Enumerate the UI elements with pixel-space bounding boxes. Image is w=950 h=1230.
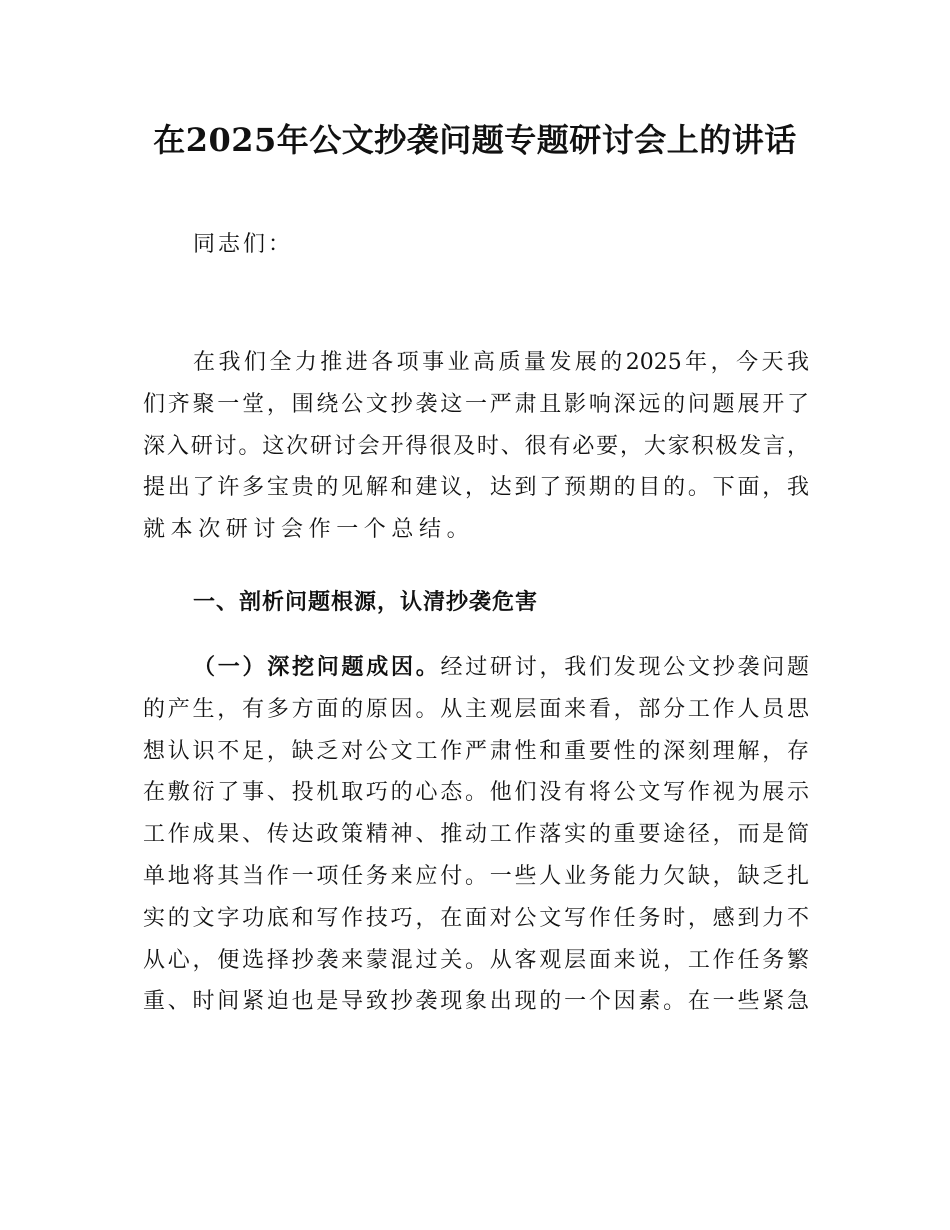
section-heading: 一、剖析问题根源，认清抄袭危害 bbox=[193, 590, 539, 615]
paragraph-line: 就本次研讨会作一个总结。 bbox=[143, 517, 475, 543]
paragraph-line: 的产生，有多方面的原因。从主观层面来看，部分工作人员思 bbox=[143, 696, 809, 722]
paragraph-line: 工作成果、传达政策精神、推动工作落实的重要途径，而是简 bbox=[143, 822, 809, 848]
paragraph-line: 重、时间紧迫也是导致抄袭现象出现的一个因素。在一些紧急 bbox=[143, 989, 809, 1015]
subsection-lead: （一）深挖问题成因。 bbox=[193, 655, 441, 680]
paragraph-line: 深入研讨。这次研讨会开得很及时、很有必要，大家积极发言， bbox=[143, 433, 809, 459]
paragraph-text: 经过研讨，我们发现公文抄袭问题 bbox=[440, 655, 809, 680]
paragraph-line bbox=[143, 647, 809, 689]
paragraph-line: 提出了许多宝贵的见解和建议，达到了预期的目的。下面，我 bbox=[143, 475, 809, 501]
paragraph-line: 实的文字功底和写作技巧，在面对公文写作任务时，感到力不 bbox=[143, 905, 809, 931]
paragraph-line: 在敷衍了事、投机取巧的心态。他们没有将公文写作视为展示 bbox=[143, 780, 809, 806]
paragraph-line: 在我们全力推进各项事业高质量发展的2025年，今天我 bbox=[193, 350, 809, 375]
paragraph-line: 想认识不足，缺乏对公文工作严肃性和重要性的深刻理解，存 bbox=[143, 738, 809, 764]
greeting: 同志们： bbox=[193, 232, 294, 257]
intro-paragraph bbox=[143, 342, 809, 551]
paragraph-line: 从心，便选择抄袭来蒙混过关。从客观层面来说，工作任务繁 bbox=[143, 947, 809, 973]
paragraph-line: 单地将其当作一项任务来应付。一些人业务能力欠缺，缺乏扎 bbox=[143, 863, 809, 889]
subsection-paragraph bbox=[143, 647, 809, 1023]
paragraph-line: 们齐聚一堂，围绕公文抄袭这一严肃且影响深远的问题展开了 bbox=[143, 391, 809, 417]
document-title: 在2025年公文抄袭问题专题研讨会上的讲话 bbox=[153, 121, 797, 159]
